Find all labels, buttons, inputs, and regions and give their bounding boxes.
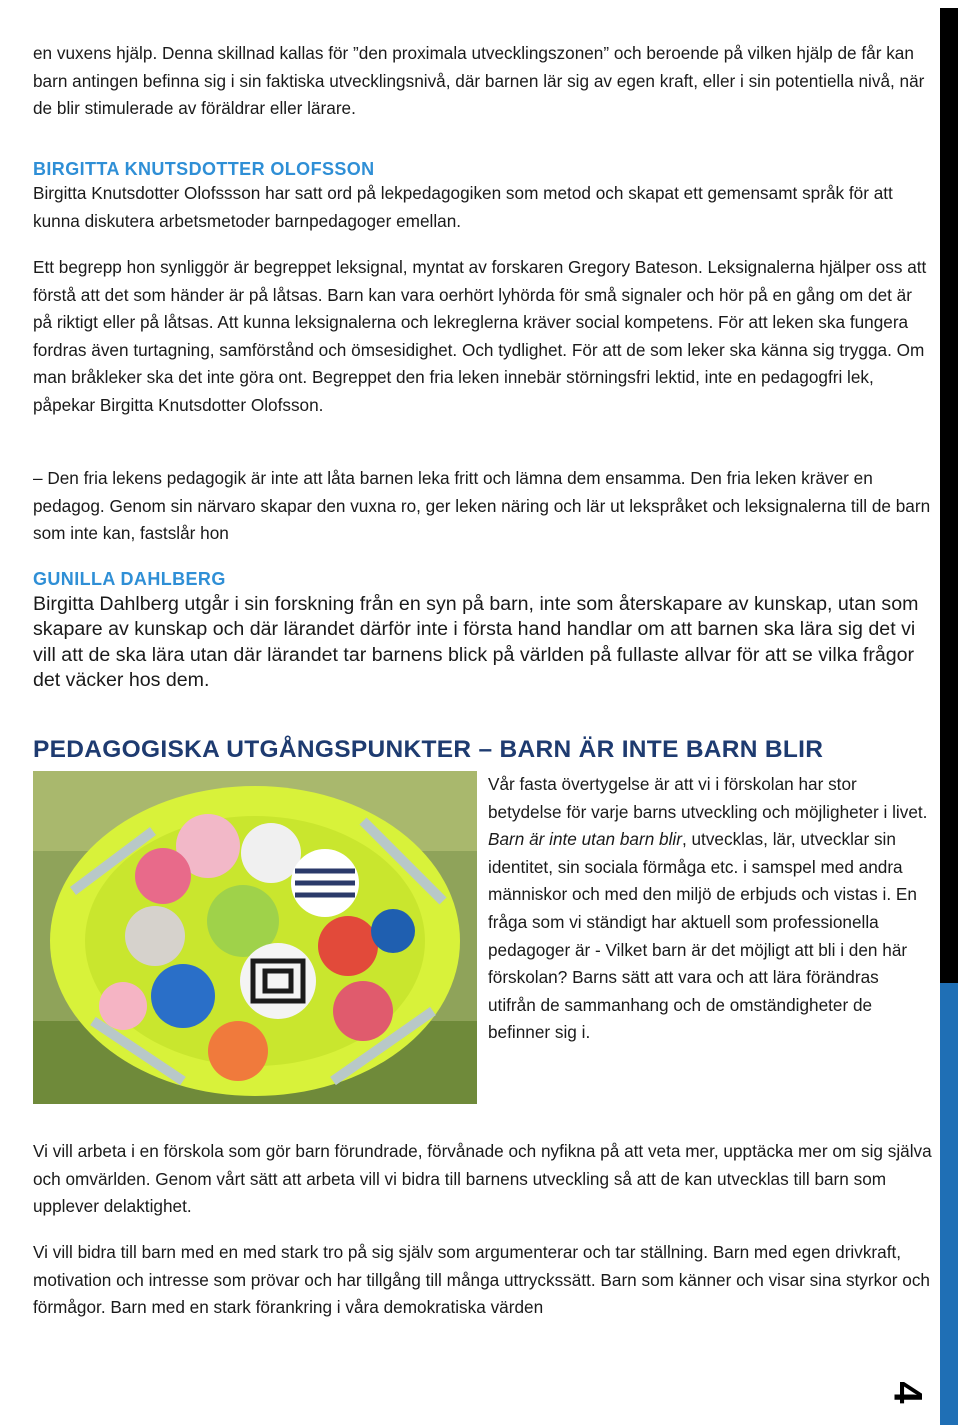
birgitta-paragraph-2: Ett begrepp hon synliggör är begreppet leksignal, myntat av forskaren Gregory Bateson. Leksignalerna hjälper oss att förstå att det som händer är på låtsas. Barn kan vara oerhört lyhörda för små signaler och hör på en gång om det är på riktigt eller på låtsas. Att kunna leksignalerna och lekreglerna kräver social kompetens. För att leken ska fungera fordras även turtagning, samförstånd och ömsesidighet. Och tydlighet. För att de som leker ska känna sig trygga. Om man bråkleker ska det inte göra ont. Begreppet den fria leken innebär störningsfri lektid, inte en pedagogfri lek, påpekar Birgitta Knutsdotter Olofsson.: [33, 257, 927, 415]
side-text-before: Vår fasta övertygelse är att vi i förskolan har stor betydelse för varje barns utveckling och möjligheter i livet.: [488, 774, 928, 822]
main-paragraph-1: Vi vill arbeta i en förskola som gör barn förundrade, förvånade och nyfikna på att veta mer, upptäcka mer om sig själva och omvärlden. Genom vårt sätt att arbeta vill vi bidra till barnens utveckling så att de kan utvecklas till barn som upplever delaktighet.: [33, 1141, 932, 1217]
page-number: 4: [885, 1381, 930, 1404]
heading-birgitta: BIRGITTA KNUTSDOTTER OLOFSSON: [33, 159, 375, 179]
heading-pedagogiska: PEDAGOGISKA UTGÅNGSPUNKTER – BARN ÄR INTE BARN BLIR: [33, 736, 824, 763]
side-paragraph: [488, 771, 928, 1047]
gunilla-paragraph: Birgitta Dahlberg utgår i sin forskning från en syn på barn, inte som återskapare av kunskap, utan som skapare av kunskap och där lärandet därför inte i första hand handlar om att barnen ska lära sig det vi vill att de ska lära utan där lärandet tar barnens blick på världen på fullaste allvar för att se vilka frågor det väcker hos dem.: [33, 593, 919, 692]
birgitta-paragraph-1: Birgitta Knutsdotter Olofssson har satt ord på lekpedagogiken som metod och skapat ett gemensamt språk för att kunna diskutera arbetsmetoder barnpedagoger emellan.: [33, 183, 893, 231]
heading-gunilla: GUNILLA DAHLBERG: [33, 569, 226, 589]
intro-paragraph: en vuxens hjälp. Denna skillnad kallas för ”den proximala utvecklingszonen” och beroende på vilken hjälp de får kan barn antingen befinna sig i sin faktiska utvecklingsnivå, där barnen lär sig av egen kraft, eller i sin potentiella nivå, när de blir stimulerade av föräldrar eller lärare.: [33, 43, 925, 119]
main-paragraph-2: Vi vill bidra till barn med en med stark tro på sig själv som argumenterar och tar ställning. Barn med egen drivkraft, motivation och intresse som prövar och har tillgång till många uttryckssätt. Barn som känner och visar sina styrkor och förmågor. Barn med en stark förankring i våra demokratiska värden: [33, 1242, 930, 1318]
birgitta-paragraph-3: – Den fria lekens pedagogik är inte att låta barnen leka fritt och lämna dem ensamma. Den fria leken kräver en pedagog. Genom sin närvaro skapar den vuxna ro, ger leken näring och lär ut lekspråket och leksignalerna till de barn som inte kan, fastslår hon: [33, 468, 931, 544]
side-bar-blue: [940, 983, 958, 1425]
children-circle-photo: [33, 771, 477, 1104]
side-text-after: , utvecklas, lär, utvecklar sin identitet, sin sociala förmåga etc. i samspel med andra människor och med den miljö de erbjuds och vistas i. En fråga som vi ständigt har aktuell som professionella pedagoger är - Vilket barn är det möjligt att bli i den här förskolan? Barns sätt att vara och att lära förändras utifrån de sammanhang och de omständigheter de befinner sig i.: [488, 829, 917, 1043]
side-bar-black: [940, 8, 958, 983]
side-text-italic: Barn är inte utan barn blir: [488, 829, 682, 850]
